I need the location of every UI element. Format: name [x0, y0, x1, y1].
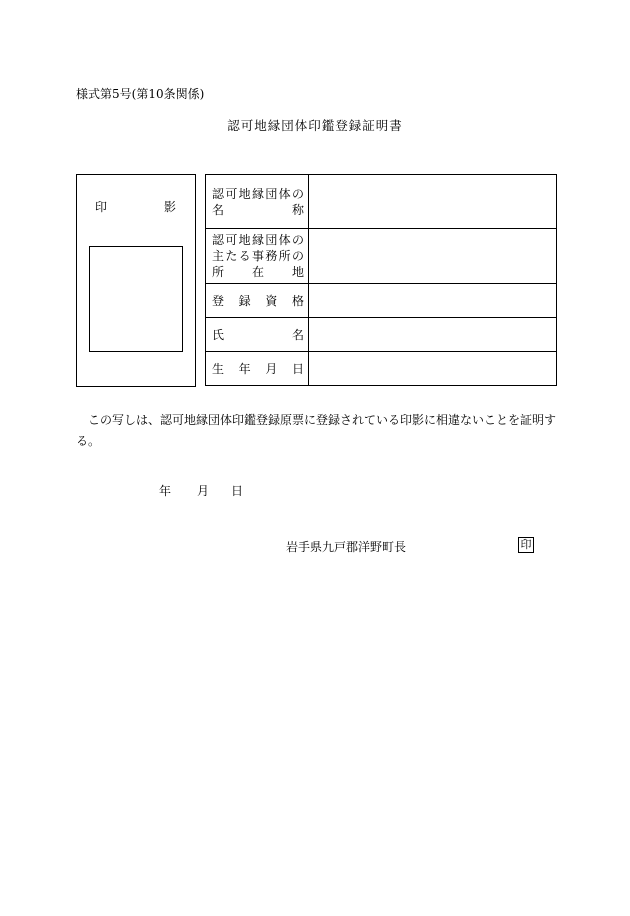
value-group-name	[309, 175, 557, 229]
form-number: 様式第5号(第10条関係)	[76, 87, 205, 101]
label-line: 登 録 資 格	[212, 293, 304, 308]
label-line: 生 年 月 日	[212, 361, 304, 376]
label-qualification	[206, 284, 309, 318]
table-row-birthdate	[206, 352, 557, 386]
seal-impression-area	[89, 246, 183, 352]
label-birthdate	[206, 352, 309, 386]
label-group-name	[206, 175, 309, 229]
value-name	[309, 318, 557, 352]
label-line: 氏 名	[212, 327, 304, 342]
official-seal-mark: 印	[518, 537, 534, 553]
certification-statement: この写しは、認可地縁団体印鑑登録原票に登録されている印影に相違ないことを証明する。	[76, 413, 557, 448]
value-birthdate	[309, 352, 557, 386]
table-row-group-name	[206, 175, 557, 229]
date-month: 月	[197, 484, 210, 498]
date-day: 日	[231, 484, 244, 498]
table-row-name	[206, 318, 557, 352]
label-line: 認 可 地 縁 団 体 の	[212, 186, 304, 201]
label-line: 認 可 地 縁 団 体 の	[212, 233, 304, 247]
table-row-qualification	[206, 284, 557, 318]
label-office-address	[206, 229, 309, 284]
label-line: 所 在 地	[212, 265, 304, 279]
issuer-name: 岩手県九戸郡洋野町長	[286, 540, 407, 554]
table-row-office-address	[206, 229, 557, 284]
seal-impression-label-right: 影	[164, 200, 177, 214]
value-office-address	[309, 229, 557, 284]
seal-impression-label-left: 印	[95, 200, 108, 214]
value-qualification	[309, 284, 557, 318]
date-year: 年	[159, 484, 172, 498]
registration-info-table	[205, 174, 557, 386]
label-line: 名 称	[212, 202, 304, 217]
label-name	[206, 318, 309, 352]
label-line: 主 た る 事 務 所 の	[212, 249, 304, 263]
document-title: 認可地縁団体印鑑登録証明書	[227, 118, 403, 133]
